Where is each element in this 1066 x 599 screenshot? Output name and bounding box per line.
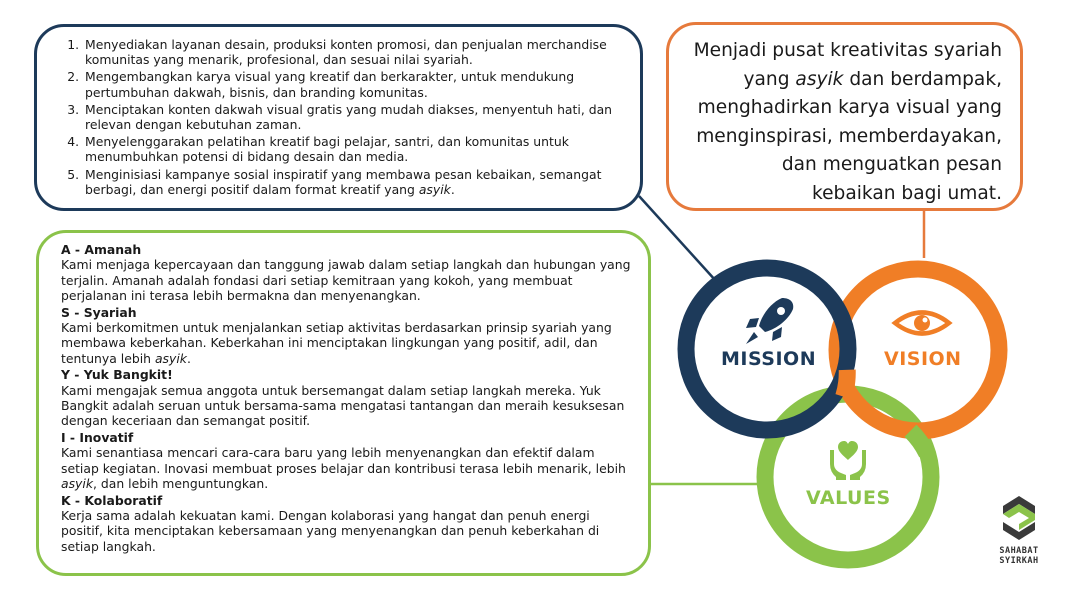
value-text-amanah: Kami menjaga kepercayaan dan tanggung jawab dalam setiap langkah dan hubungan yang terjalin. Amanah adalah fondasi dari setiap kemitraan yang kokoh, yang membuat perjalanan ini terasa lebih bermakna dan menyenangkan. <box>61 257 631 304</box>
value-text: Kami berkomitmen untuk menjalankan setiap aktivitas berdasarkan prinsip syariah yang membawa keberkahan. Keberkahan ini menciptakan lingkungan yang positif, adil, dan tentunya lebih <box>61 320 612 366</box>
value-title-yuk-bangkit: Y - Yuk Bangkit! <box>61 367 173 383</box>
value-text: , dan lebih menguntungkan. <box>93 476 269 492</box>
value-italic: asyik <box>61 476 93 492</box>
ring-overlap <box>911 431 927 454</box>
vision-text: yang <box>743 68 796 90</box>
vision-line: kebaikan bagi umat. <box>811 182 1002 204</box>
logo-text <box>992 546 1046 566</box>
vision-line: menghadirkan karya visual yang <box>697 97 1002 118</box>
value-text: . <box>186 350 191 366</box>
value-text-kolaboratif: Kerja sama adalah kekuatan kami. Dengan kolaborasi yang hangat dan penuh energi positif, kita menciptakan kebersamaan yang menyenangkan dan penuh keberkahan di setiap langkah. <box>61 507 600 554</box>
mission-item-end: . <box>450 181 455 197</box>
vision-label: VISION <box>884 348 962 370</box>
mission-item: 1. Menyediakan layanan desain, produksi konten promosi, dan penjualan merchandise komunitas yang menarik, profesional, dan sesuai nilai syariah. <box>83 37 624 67</box>
vision-line: menginspirasi, memberdayakan, <box>696 125 1002 147</box>
eye-icon <box>895 313 949 334</box>
logo-mark-icon <box>999 494 1039 542</box>
mission-item-text: Menginisiasi kampanye sosial inspiratif yang membawa pesan kebaikan, semangat berbagi, dan energi positif dalam format kreatif yang <box>85 166 602 197</box>
mission-item: 3. Menciptakan konten dakwah visual gratis yang mudah diakses, menyentuh hati, dan relevan dengan kebutuhan zaman. <box>83 102 624 132</box>
value-title-inovatif: I - Inovatif <box>61 429 134 445</box>
mission-item: 2. Mengembangkan karya visual yang kreatif dan berkarakter, untuk mendukung pertumbuhan dakwah, bisnis, dan branding komunitas. <box>83 69 624 99</box>
mission-label: MISSION <box>721 348 817 370</box>
values-label: VALUES <box>806 487 891 509</box>
value-title-syariah: S - Syariah <box>61 304 137 320</box>
value-title-kolaboratif: K - Kolaboratif <box>61 492 163 508</box>
mission-item: 4. Menyelenggarakan pelatihan kreatif bagi pelajar, santri, dan komunitas untuk menumbuhkan potensi di bidang desain dan media. <box>83 134 624 164</box>
vision-line: dan menguatkan pesan <box>781 154 1002 175</box>
mission-item-italic: asyik <box>418 181 451 197</box>
value-title-amanah: A - Amanah <box>61 242 142 257</box>
value-italic: asyik <box>154 350 187 366</box>
vision-line: Menjadi pusat kreativitas syariah <box>693 40 1002 61</box>
vision-italic: asyik <box>795 68 844 90</box>
value-text: Kami senantiasa mencari cara-cara baru yang lebih menyenangkan dan efektif dalam setiap kegiatan. Inovasi membuat proses belajar dan kontribusi terasa lebih menarik, lebih <box>61 445 626 476</box>
ring-overlap <box>844 370 848 397</box>
rocket-icon <box>746 298 793 344</box>
vision-text: dan berdampak, <box>843 68 1002 90</box>
sahabat-syirkah-logo <box>992 494 1046 566</box>
heart-hands-icon <box>830 441 866 480</box>
logo-line: SAHABAT <box>999 546 1039 556</box>
logo-line: SYIRKAH <box>999 556 1039 566</box>
value-text-yuk-bangkit: Kami mengajak semua anggota untuk bersemangat dalam setiap langkah mereka. Yuk Bangkit adalah seruan untuk bersama-sama mengatasi tantangan dan meraih kesuksesan dengan keceriaan dan semangat positif. <box>61 382 625 429</box>
